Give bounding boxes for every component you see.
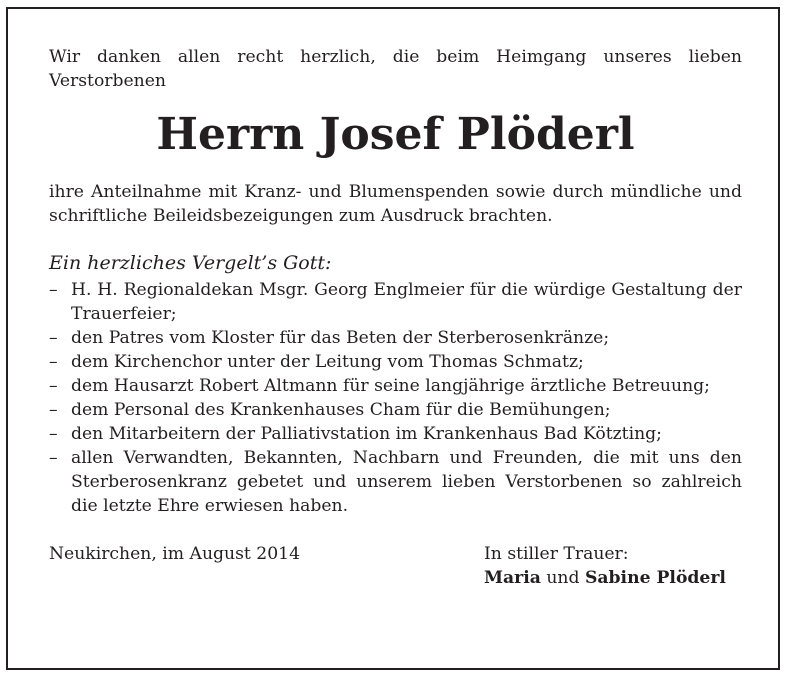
thanks-item: – dem Personal des Krankenhauses Cham für die Bemühungen; (49, 398, 742, 422)
signer-maria: Maria (484, 568, 541, 588)
thanks-item: – H. H. Regionaldekan Msgr. Georg Englmeier für die würdige Gestaltung der Trauerfeier; (49, 278, 742, 326)
thanks-body: ihre Anteilnahme mit Kranz- und Blumenspenden sowie durch mündliche und schriftliche Beileidsbezeigungen zum Ausdruck brachten. (49, 182, 742, 226)
signers (484, 566, 726, 590)
signer-und: und (546, 568, 580, 588)
vergelt-heading: Ein herzliches Vergelt’s Gott: (49, 252, 332, 274)
deceased-name: Herrn Josef Plöderl (156, 109, 635, 160)
thanks-list (49, 278, 742, 518)
intro-text: Wir danken allen recht herzlich, die beim Heimgang unseres lieben Verstorbenen (49, 47, 742, 91)
footer (49, 542, 742, 590)
place-date: Neukirchen, im August 2014 (49, 544, 301, 564)
thanks-item: – dem Kirchenchor unter der Leitung vom Thomas Schmatz; (49, 350, 742, 374)
thanks-item: – den Mitarbeitern der Palliativstation im Krankenhaus Bad Kötzting; (49, 422, 742, 446)
thanks-item: – dem Hausarzt Robert Altmann für seine langjährige ärztliche Betreuung; (49, 374, 742, 398)
signer-sabine: Sabine Plöderl (584, 568, 726, 588)
trauer-line: In stiller Trauer: (484, 544, 629, 564)
obituary-notice (49, 45, 742, 590)
signature-block (484, 542, 726, 590)
thanks-item: – den Patres vom Kloster für das Beten der Sterberosenkränze; (49, 326, 742, 350)
thanks-item: – allen Verwandten, Bekannten, Nachbarn und Freunden, die mit uns den Sterberosenkranz gebetet und unserem lieben Verstorbenen so zahlreich die letzte Ehre erwiesen haben. (49, 446, 742, 518)
